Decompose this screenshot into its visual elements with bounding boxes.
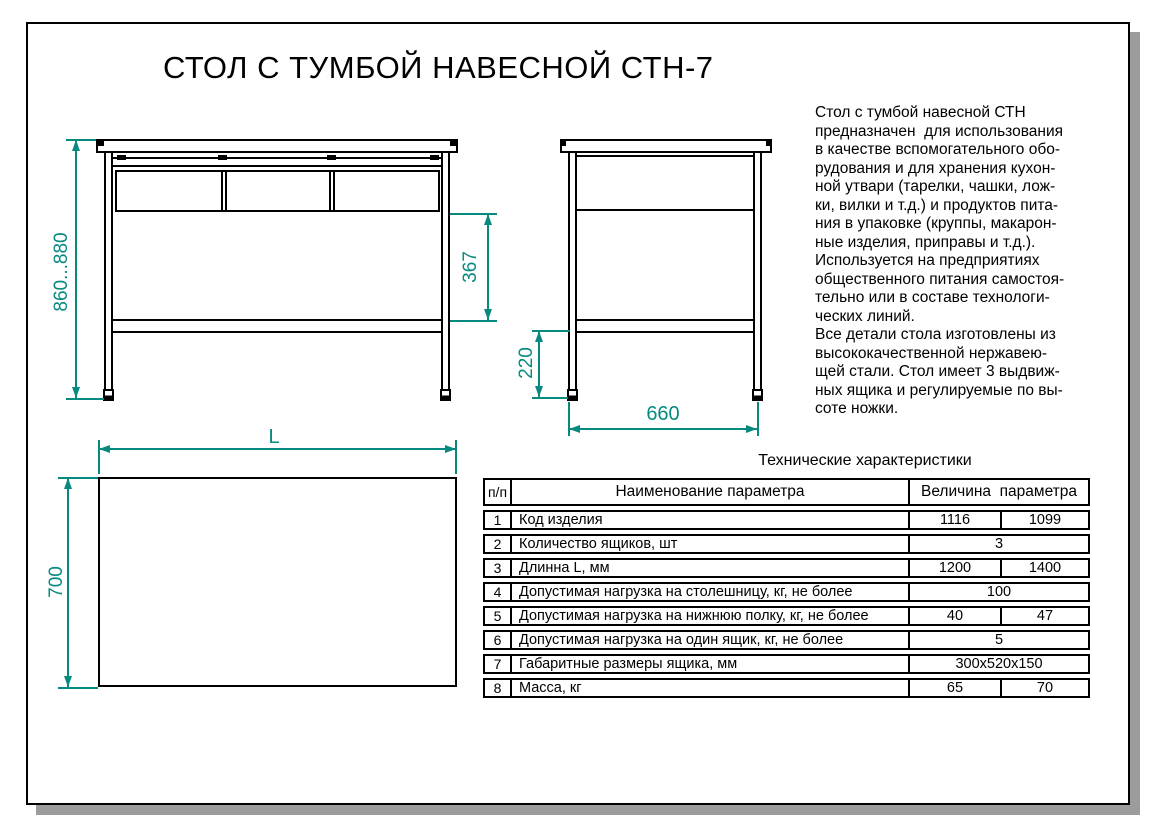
extension-line xyxy=(66,139,96,141)
front-rail-bracket xyxy=(430,155,439,160)
description-line: ческих линий. xyxy=(815,307,915,325)
front-drawer-divider xyxy=(221,170,223,212)
product-description xyxy=(815,104,1115,419)
dim-arrow-up xyxy=(72,140,80,151)
description-line: Стол с тумбой навесной СТН xyxy=(815,104,1026,121)
extension-line xyxy=(66,398,104,400)
front-drawer-divider xyxy=(329,170,331,212)
extension-line xyxy=(450,320,497,322)
row-value-1: 65 xyxy=(910,680,1002,696)
header-value: Величина параметра xyxy=(920,483,1078,500)
extension-line xyxy=(757,402,759,436)
description-line: соте ножки. xyxy=(815,400,899,417)
description-line: ния в упаковке (круппы, макарон- xyxy=(815,215,1057,232)
row-value-1: 1200 xyxy=(910,560,1002,576)
front-drawer-band xyxy=(115,170,440,212)
dim-arrow-right xyxy=(445,445,456,453)
header-num: п/п xyxy=(485,480,512,504)
dim-arrow-up xyxy=(64,478,72,489)
side-leg-left xyxy=(568,153,577,389)
dimension-line xyxy=(487,214,489,320)
table-row xyxy=(483,510,1090,530)
side-foot-left xyxy=(567,389,578,401)
description-line: ных ящика и регулируемые по вы- xyxy=(815,381,1063,399)
front-tabletop xyxy=(96,139,458,153)
front-lower-shelf xyxy=(113,319,441,333)
top-length-dim-label: L xyxy=(268,426,280,448)
description-line: ной утвари (тарелки, чашки, лож- xyxy=(815,178,1056,195)
row-num: 4 xyxy=(485,584,512,600)
row-name: Масса, кг xyxy=(512,680,910,696)
row-value-merged: 300х520х150 xyxy=(955,656,1043,672)
description-line: высококачественной нержавею- xyxy=(815,344,1048,362)
table-row xyxy=(483,582,1090,602)
row-name: Габаритные размеры ящика, мм xyxy=(512,656,910,672)
front-drawer-rail-lower xyxy=(113,165,441,167)
row-name: Длинна L, мм xyxy=(512,560,910,576)
row-value-1: 40 xyxy=(910,608,1002,624)
dimension-line xyxy=(67,478,69,687)
table-row xyxy=(483,630,1090,650)
front-foot-right xyxy=(440,389,451,401)
side-tabletop xyxy=(560,139,772,153)
top-view-outline xyxy=(98,477,457,687)
front-leg-left xyxy=(104,153,113,389)
side-foot-right xyxy=(752,389,763,401)
description-line: предназначен для использования xyxy=(815,122,1063,140)
description-line: Все детали стола изготовлены из xyxy=(815,326,1056,343)
row-name: Код изделия xyxy=(512,512,910,528)
description-line: в качестве вспомогательного обо- xyxy=(815,141,1061,158)
description-line: Используется на предприятиях xyxy=(815,252,1040,269)
description-line: рудования и для хранения кухон- xyxy=(815,159,1056,177)
front-height-dim-label: 860...880 xyxy=(51,232,72,312)
row-value-2: 70 xyxy=(1036,680,1054,696)
dim-arrow-down xyxy=(64,676,72,687)
table-row xyxy=(483,654,1090,674)
front-drawer-rail-upper xyxy=(113,157,441,159)
description-line: общественного питания самостоя- xyxy=(815,270,1065,288)
row-value-merged: 100 xyxy=(986,584,1012,600)
row-num: 3 xyxy=(485,560,512,576)
row-value-merged: 3 xyxy=(994,536,1004,552)
table-header-row xyxy=(483,478,1090,506)
extension-line xyxy=(532,397,568,399)
top-width-dim-label: 700 xyxy=(46,566,67,598)
row-num: 1 xyxy=(485,512,512,528)
dimension-line xyxy=(99,448,456,450)
front-rail-bracket xyxy=(327,155,336,160)
row-value-2: 1099 xyxy=(1028,512,1062,528)
front-tabletop-endcap-right xyxy=(450,139,458,146)
dimension-line xyxy=(75,140,77,398)
dim-arrow-down xyxy=(484,309,492,320)
header-name: Наименование параметра xyxy=(512,480,910,504)
dim-arrow-left xyxy=(99,445,110,453)
dim-arrow-left xyxy=(569,425,580,433)
dim-arrow-right xyxy=(746,425,757,433)
dim-arrow-up xyxy=(484,214,492,225)
row-value-merged: 5 xyxy=(994,632,1004,648)
page-title: СТОЛ С ТУМБОЙ НАВЕСНОЙ СТН-7 xyxy=(163,50,714,85)
front-leg-right xyxy=(441,153,450,389)
spec-table xyxy=(483,478,1090,702)
row-value-1: 1116 xyxy=(910,512,1002,528)
side-depth-dim-label: 660 xyxy=(646,403,680,425)
table-row xyxy=(483,606,1090,626)
front-drawer-divider xyxy=(333,170,335,212)
side-drawer-depth-line xyxy=(577,209,753,211)
table-row xyxy=(483,558,1090,578)
table-row xyxy=(483,534,1090,554)
row-num: 6 xyxy=(485,632,512,648)
side-tabletop-endcap-right xyxy=(766,139,772,146)
side-leg-right xyxy=(753,153,762,389)
row-value-2: 1400 xyxy=(1028,560,1062,576)
row-num: 8 xyxy=(485,680,512,696)
dimension-line xyxy=(569,428,757,430)
description-line: ные изделия, приправы и т.д.). xyxy=(815,233,1036,251)
row-name: Допустимая нагрузка на столешницу, кг, не более xyxy=(512,584,910,600)
front-drawer-divider xyxy=(225,170,227,212)
table-row xyxy=(483,678,1090,698)
description-line: ки, вилки и т.д.) и продуктов пита- xyxy=(815,196,1059,214)
side-tabletop-endcap-left xyxy=(560,139,566,146)
dim-arrow-down xyxy=(72,387,80,398)
front-tabletop-endcap-left xyxy=(96,139,104,146)
extension-line xyxy=(58,687,98,689)
description-line: тельно или в составе технологи- xyxy=(815,289,1050,306)
front-inner-dim-label: 367 xyxy=(460,251,481,283)
row-num: 5 xyxy=(485,608,512,624)
side-lower-shelf xyxy=(577,319,753,333)
row-num: 2 xyxy=(485,536,512,552)
row-num: 7 xyxy=(485,656,512,672)
row-name: Допустимая нагрузка на один ящик, кг, не более xyxy=(512,632,910,648)
row-value-2: 47 xyxy=(1036,608,1054,624)
spec-sheet-page xyxy=(26,22,1130,805)
row-name: Количество ящиков, шт xyxy=(512,536,910,552)
row-name: Допустимая нагрузка на нижнюю полку, кг, не более xyxy=(512,608,910,624)
front-rail-bracket xyxy=(117,155,126,160)
table-title: Технические характеристики xyxy=(758,452,972,469)
side-shelf-dim-label: 220 xyxy=(516,347,537,379)
side-apron-line xyxy=(577,155,753,157)
front-rail-bracket xyxy=(218,155,227,160)
description-line: щей стали. Стол имеет 3 выдвиж- xyxy=(815,363,1060,380)
front-foot-left xyxy=(103,389,114,401)
